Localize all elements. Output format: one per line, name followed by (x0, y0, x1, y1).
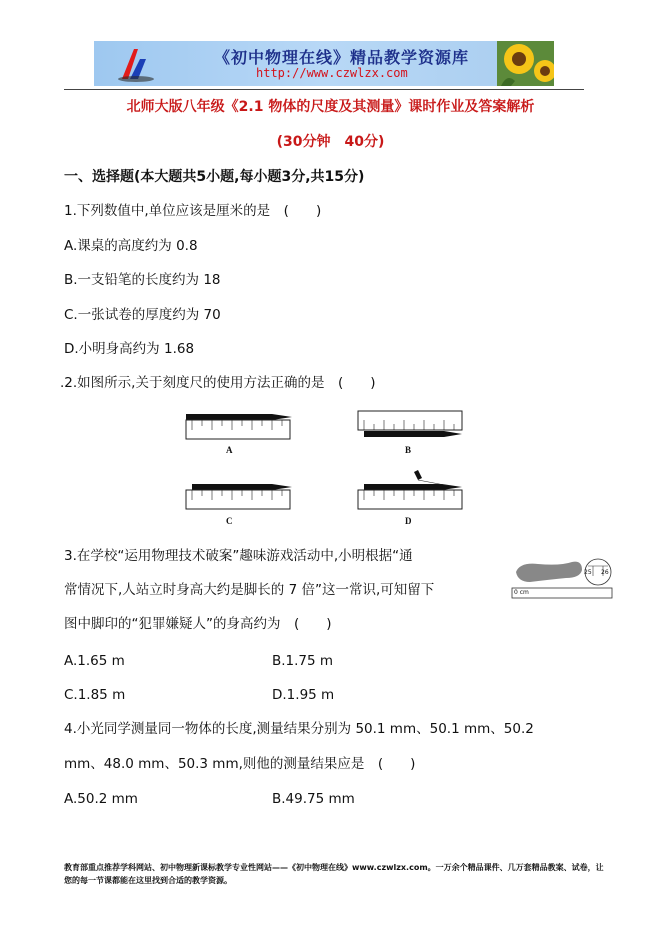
question-1-stem: 1.下列数值中,单位应该是厘米的是 ( ) (64, 203, 322, 219)
footprint-tick-25: 25 (584, 569, 592, 576)
ruler-diagram-a (180, 408, 295, 442)
q4-option-a: A.50.2 mm (64, 791, 138, 807)
figure-label-b: B (405, 445, 412, 455)
figure-label-d: D (405, 516, 412, 526)
page-footer: 教育部重点推荐学科网站、初中物理新课标教学专业性网站——《初中物理在线》www.czwlzx.com。一万余个精品课件、几万套精品教案、试卷，让您的每一节课都能在这里找到合适的教学资源。 (64, 863, 604, 885)
question-3-line-3: 图中脚印的“犯罪嫌疑人”的身高约为 ( ) (64, 616, 332, 632)
q3-option-d: D.1.95 m (272, 687, 335, 703)
footprint-ruler-unit: 0 cm (514, 589, 529, 596)
section-heading: 一、选择题(本大题共5小题,每小题3分,共15分) (64, 169, 365, 185)
footprint-tick-26: 26 (601, 569, 609, 576)
ruler-diagram-b (352, 408, 467, 442)
banner-title: 《初中物理在线》精品教学资源库 (214, 48, 470, 67)
q1-option-c: C.一张试卷的厚度约为 70 (64, 307, 221, 323)
ruler-diagram-c (180, 478, 295, 512)
logo-icon (116, 45, 156, 83)
doc-subtitle: (30分钟 40分) (276, 134, 385, 150)
question-3-line-1: 3.在学校“运用物理技术破案”趣味游戏活动中,小明根据“通 (64, 548, 413, 564)
ruler-figure (180, 408, 470, 532)
question-4-line-1: 4.小光同学测量同一物体的长度,测量结果分别为 50.1 mm、50.1 mm、50.2 (64, 721, 534, 737)
header-banner (94, 41, 554, 86)
figure-label-c: C (226, 516, 233, 526)
banner-url: http://www.czwlzx.com (256, 66, 408, 80)
ruler-diagram-d (352, 468, 467, 512)
q1-option-d: D.小明身高约为 1.68 (64, 341, 195, 357)
sunflower-icon (497, 41, 554, 86)
q1-option-b: B.一支铅笔的长度约为 18 (64, 272, 221, 288)
q4-option-b: B.49.75 mm (272, 791, 355, 807)
q3-option-b: B.1.75 m (272, 653, 334, 669)
footprint-figure (510, 546, 615, 604)
question-4-line-2: mm、48.0 mm、50.3 mm,则他的测量结果应是 ( ) (64, 756, 416, 772)
question-2-stem: .2.如图所示,关于刻度尺的使用方法正确的是 ( ) (60, 375, 376, 391)
doc-title: 北师大版八年级《2.1 物体的尺度及其测量》课时作业及答案解析 (126, 99, 535, 115)
q3-option-a: A.1.65 m (64, 653, 125, 669)
q3-option-c: C.1.85 m (64, 687, 126, 703)
question-3-line-2: 常情况下,人站立时身高大约是脚长的 7 倍”这一常识,可知留下 (64, 582, 435, 598)
figure-label-a: A (226, 445, 233, 455)
q1-option-a: A.课桌的高度约为 0.8 (64, 238, 198, 254)
header-rule (64, 89, 584, 90)
